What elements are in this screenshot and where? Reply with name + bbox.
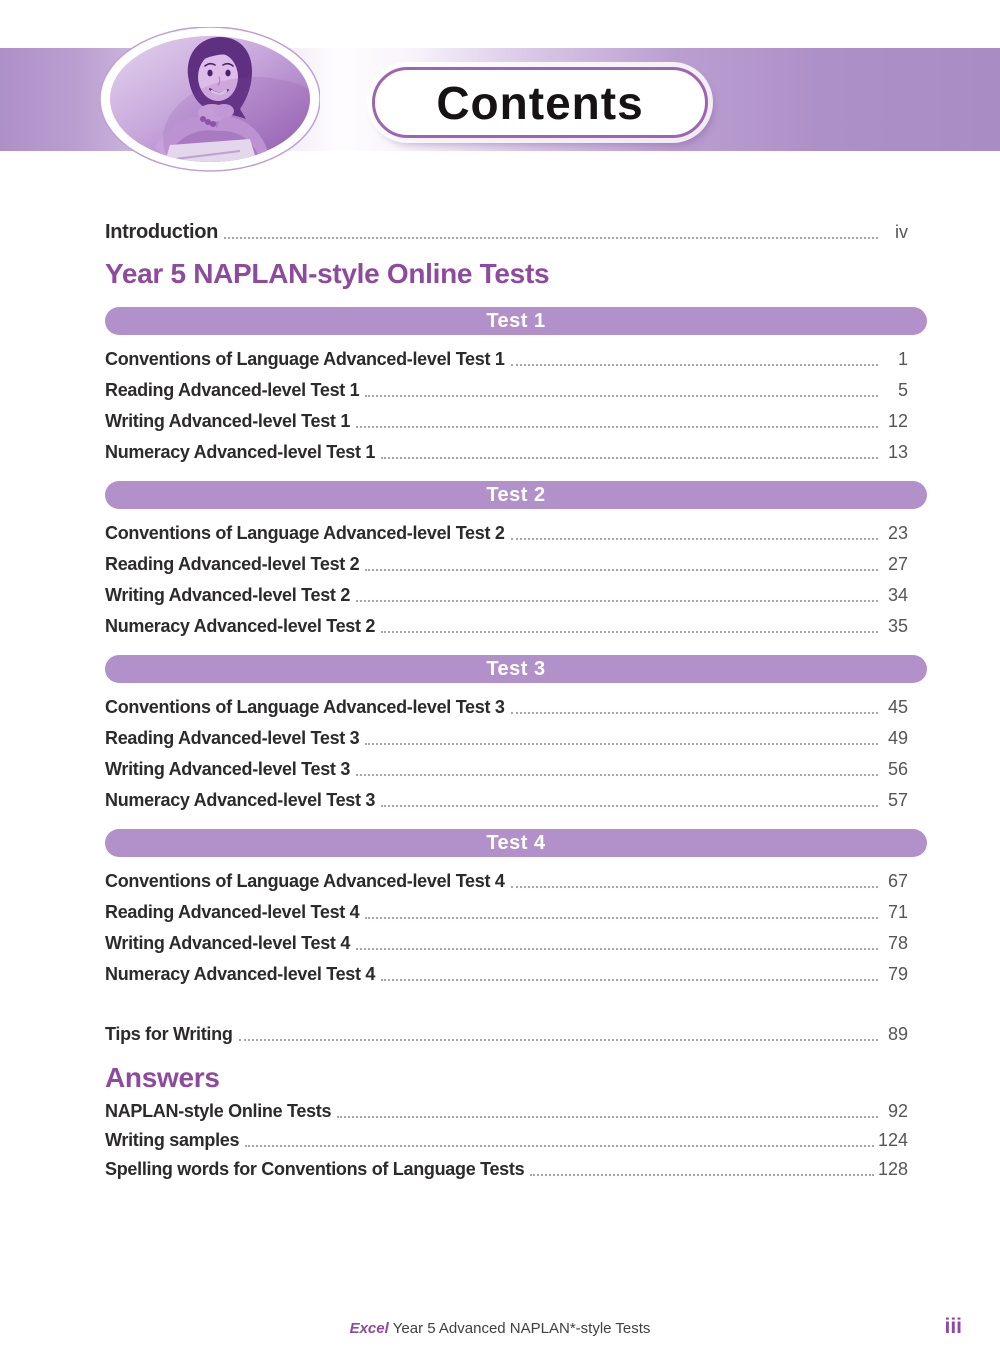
toc-entry-page: 1 [897, 349, 908, 369]
tests-container [105, 307, 927, 987]
test-bar-title: Test 2 [486, 483, 546, 506]
test-bar [105, 307, 927, 335]
footer-title-text: Year 5 Advanced NAPLAN*-style Tests [392, 1320, 651, 1337]
toc-entry-label: Numeracy Advanced-level Test 4 [105, 964, 376, 984]
toc-entry-label: Reading Advanced-level Test 2 [105, 554, 360, 574]
toc-entry [105, 1098, 927, 1124]
dotted-leader [381, 457, 878, 459]
toc-entry [105, 756, 927, 782]
toc-entry-page: 13 [887, 442, 908, 462]
answers-container [105, 1098, 927, 1182]
toc-entry-label: Conventions of Language Advanced-level Test 1 [105, 349, 505, 369]
dotted-leader [511, 364, 878, 366]
toc-entry [105, 787, 927, 813]
toc-entry [105, 377, 927, 403]
dotted-leader [239, 1039, 878, 1041]
toc-entry-label: Spelling words for Conventions of Language Tests [105, 1159, 525, 1179]
dotted-leader [511, 538, 878, 540]
toc-entry [105, 439, 927, 465]
dotted-leader [224, 237, 878, 239]
toc-entry [105, 868, 927, 894]
toc-entry-label: Writing Advanced-level Test 4 [105, 933, 351, 953]
test-entries [105, 346, 927, 465]
test-entries [105, 520, 927, 639]
toc-entry-page: 128 [877, 1159, 908, 1179]
toc-entry-page: 49 [887, 728, 908, 748]
toc-entry-label: Numeracy Advanced-level Test 1 [105, 442, 376, 462]
toc-entry-label: Reading Advanced-level Test 3 [105, 728, 360, 748]
toc-entry-label: Writing Advanced-level Test 3 [105, 759, 351, 779]
toc-entry [105, 582, 927, 608]
test-bar-title: Test 1 [486, 309, 546, 332]
test-section [105, 655, 927, 813]
toc-entry-label: Tips for Writing [105, 1024, 233, 1044]
dotted-leader [511, 712, 878, 714]
toc-entry-page: 71 [887, 902, 908, 922]
dotted-leader [381, 979, 878, 981]
dotted-leader [356, 426, 878, 428]
toc-entry-label: Writing samples [105, 1130, 240, 1150]
toc-entry [105, 520, 927, 546]
toc-entry [105, 930, 927, 956]
test-section [105, 307, 927, 465]
test-bar-title: Test 3 [486, 657, 546, 680]
toc-entry-page: 78 [887, 933, 908, 953]
toc-entry [105, 346, 927, 372]
dotted-leader [365, 917, 878, 919]
dotted-leader [356, 948, 878, 950]
toc-entry [105, 961, 927, 987]
toc-entry-page: 45 [887, 697, 908, 717]
toc-entry-label: Writing Advanced-level Test 2 [105, 585, 351, 605]
dotted-leader [245, 1145, 874, 1147]
toc-entry [105, 899, 927, 925]
toc-entry [105, 1127, 927, 1153]
dotted-leader [337, 1116, 878, 1118]
toc-entry-label: Conventions of Language Advanced-level Test 2 [105, 523, 505, 543]
toc-entry-page: 89 [887, 1024, 908, 1044]
contents-banner [372, 67, 708, 138]
section-heading-answers: Answers [105, 1062, 220, 1093]
dotted-leader [381, 805, 878, 807]
dotted-leader [356, 774, 878, 776]
footer-book-title [0, 1320, 1000, 1337]
toc-entry-label: Writing Advanced-level Test 1 [105, 411, 351, 431]
page-title: Contents [436, 76, 644, 129]
toc-entry-label: Conventions of Language Advanced-level Test 3 [105, 697, 505, 717]
dotted-leader [365, 395, 878, 397]
footer-brand: Excel [349, 1320, 389, 1337]
dotted-leader [365, 743, 878, 745]
toc-entry-introduction [105, 219, 927, 245]
section-heading-online-tests: Year 5 NAPLAN-style Online Tests [105, 258, 550, 289]
toc-entry-page: 23 [887, 523, 908, 543]
toc-entry-page: 67 [887, 871, 908, 891]
toc-entry [105, 613, 927, 639]
toc-entry-page: 34 [887, 585, 908, 605]
toc-entry-page: 56 [887, 759, 908, 779]
toc-entry [105, 694, 927, 720]
toc-entry-page: 12 [887, 411, 908, 431]
toc-entry-label: Introduction [105, 221, 219, 243]
test-entries [105, 868, 927, 987]
toc-entry-label: Conventions of Language Advanced-level Test 4 [105, 871, 505, 891]
toc-entry-page: 35 [887, 616, 908, 636]
test-bar [105, 829, 927, 857]
toc-entry-page: 92 [887, 1101, 908, 1121]
student-photo [100, 27, 320, 172]
toc-entry-label: Reading Advanced-level Test 1 [105, 380, 360, 400]
toc-entry-page: 57 [887, 790, 908, 810]
dotted-leader [356, 600, 878, 602]
toc-entry [105, 408, 927, 434]
test-section [105, 829, 927, 987]
toc-entry [105, 1156, 927, 1182]
toc-entry [105, 551, 927, 577]
dotted-leader [511, 886, 878, 888]
toc-entry-label: Reading Advanced-level Test 4 [105, 902, 360, 922]
test-bar [105, 655, 927, 683]
dotted-leader [381, 631, 878, 633]
toc-entry-tips-for-writing [105, 1021, 927, 1047]
test-entries [105, 694, 927, 813]
test-bar [105, 481, 927, 509]
toc-entry-page: 27 [887, 554, 908, 574]
toc-content [105, 219, 927, 1185]
dotted-leader [530, 1174, 874, 1176]
toc-entry-page: 79 [887, 964, 908, 984]
toc-entry-label: Numeracy Advanced-level Test 2 [105, 616, 376, 636]
toc-entry [105, 725, 927, 751]
toc-entry-page: 124 [877, 1130, 908, 1150]
toc-entry-label: Numeracy Advanced-level Test 3 [105, 790, 376, 810]
test-section [105, 481, 927, 639]
toc-entry-page: iv [895, 222, 908, 242]
test-bar-title: Test 4 [486, 831, 546, 854]
page-number: iii [944, 1315, 962, 1338]
toc-entry-page: 5 [897, 380, 908, 400]
toc-entry-label: NAPLAN-style Online Tests [105, 1101, 332, 1121]
dotted-leader [365, 569, 878, 571]
